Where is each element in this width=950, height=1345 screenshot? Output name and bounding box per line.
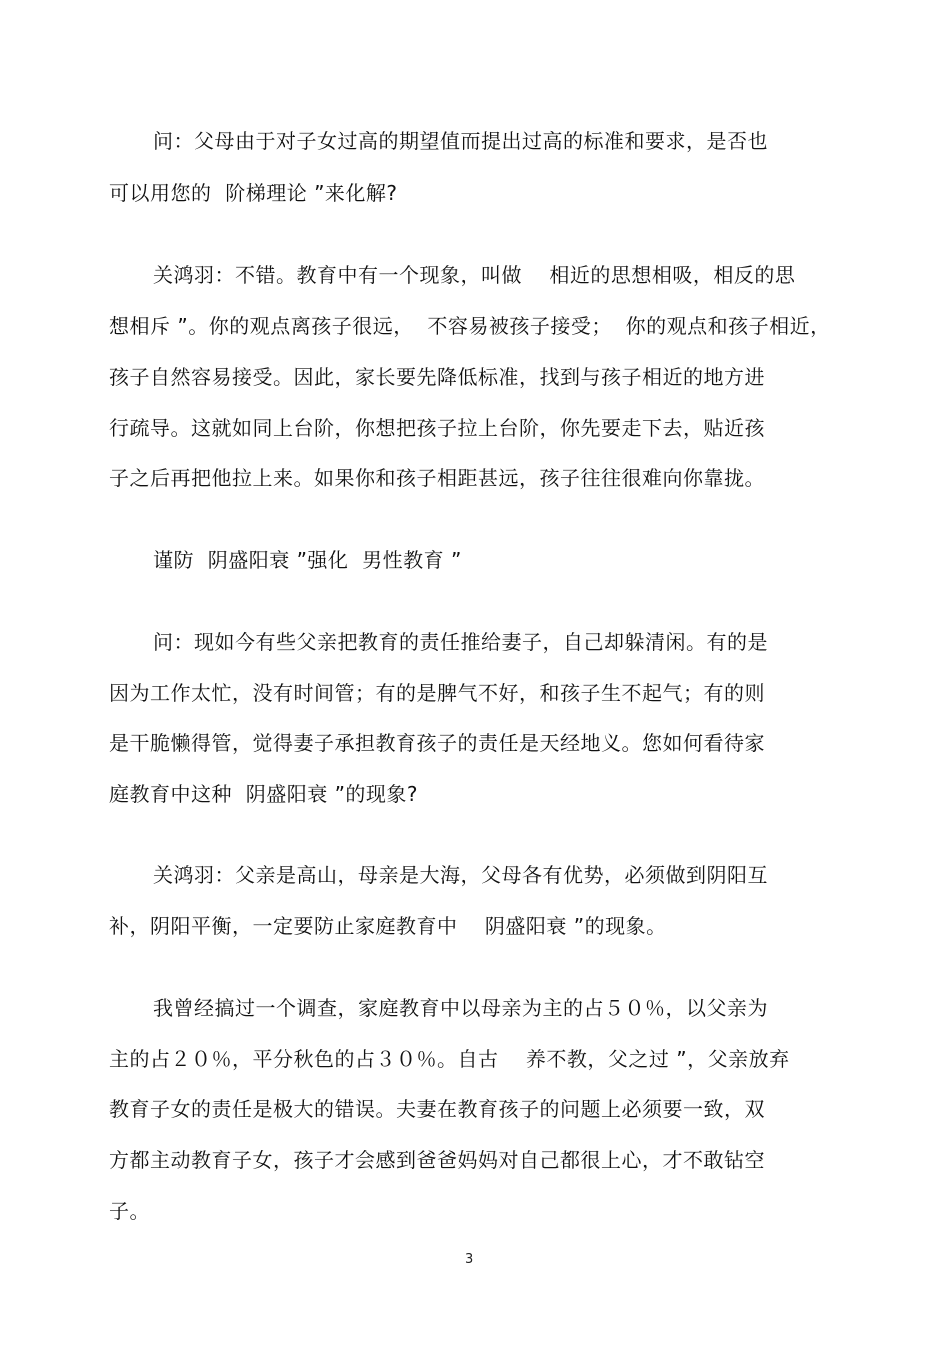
paragraph-1-line-1: 问：父母由于对子女过高的期望值而提出过高的标准和要求，是否也 [153, 129, 768, 153]
page-number: 3 [465, 1252, 474, 1267]
paragraph-1-line-2: 可以用您的 阶梯理论 ”来化解? [109, 181, 398, 205]
paragraph-3-line-4: 庭教育中这种 阴盛阳衰 ”的现象? [109, 782, 419, 806]
paragraph-2-line-3: 孩子自然容易接受。因此，家长要先降低标准，找到与孩子相近的地方进 [109, 365, 765, 389]
paragraph-3-line-2: 因为工作太忙，没有时间管；有的是脾气不好，和孩子生不起气；有的则 [109, 681, 765, 705]
paragraph-5-line-2: 主的占２０％，平分秋色的占３０％。自古 养不教，父之过 ”，父亲放弃 [109, 1047, 790, 1071]
paragraph-3-line-1: 问：现如今有些父亲把教育的责任推给妻子，自己却躲清闲。有的是 [153, 630, 768, 654]
paragraph-5-line-4: 方都主动教育子女，孩子才会感到爸爸妈妈对自己都很上心，才不敢钻空 [109, 1148, 765, 1172]
section-heading: 谨防 阴盛阳衰 ”强化 男性教育 ” [153, 548, 462, 572]
paragraph-2-line-1: 关鸿羽：不错。教育中有一个现象，叫做 相近的思想相吸，相反的思 [153, 263, 796, 287]
paragraph-5-line-5: 子。 [109, 1199, 150, 1223]
paragraph-4-line-1: 关鸿羽：父亲是高山，母亲是大海，父母各有优势，必须做到阴阳互 [153, 863, 768, 887]
paragraph-2-line-5: 子之后再把他拉上来。如果你和孩子相距甚远，孩子往往很难向你靠拢。 [109, 466, 765, 490]
paragraph-5-line-3: 教育子女的责任是极大的错误。夫妻在教育孩子的问题上必须要一致，双 [109, 1097, 765, 1121]
paragraph-2-line-4: 行疏导。这就如同上台阶，你想把孩子拉上台阶，你先要走下去，贴近孩 [109, 416, 765, 440]
paragraph-2-line-2: 想相斥 ”。你的观点离孩子很远， 不容易被孩子接受； 你的观点和孩子相近， [109, 314, 831, 338]
paragraph-4-line-2: 补，阴阳平衡，一定要防止家庭教育中 阴盛阳衰 ”的现象。 [109, 914, 667, 938]
paragraph-5-line-1: 我曾经搞过一个调查，家庭教育中以母亲为主的占５０％，以父亲为 [153, 996, 768, 1020]
paragraph-3-line-3: 是干脆懒得管，觉得妻子承担教育孩子的责任是天经地义。您如何看待家 [109, 731, 765, 755]
